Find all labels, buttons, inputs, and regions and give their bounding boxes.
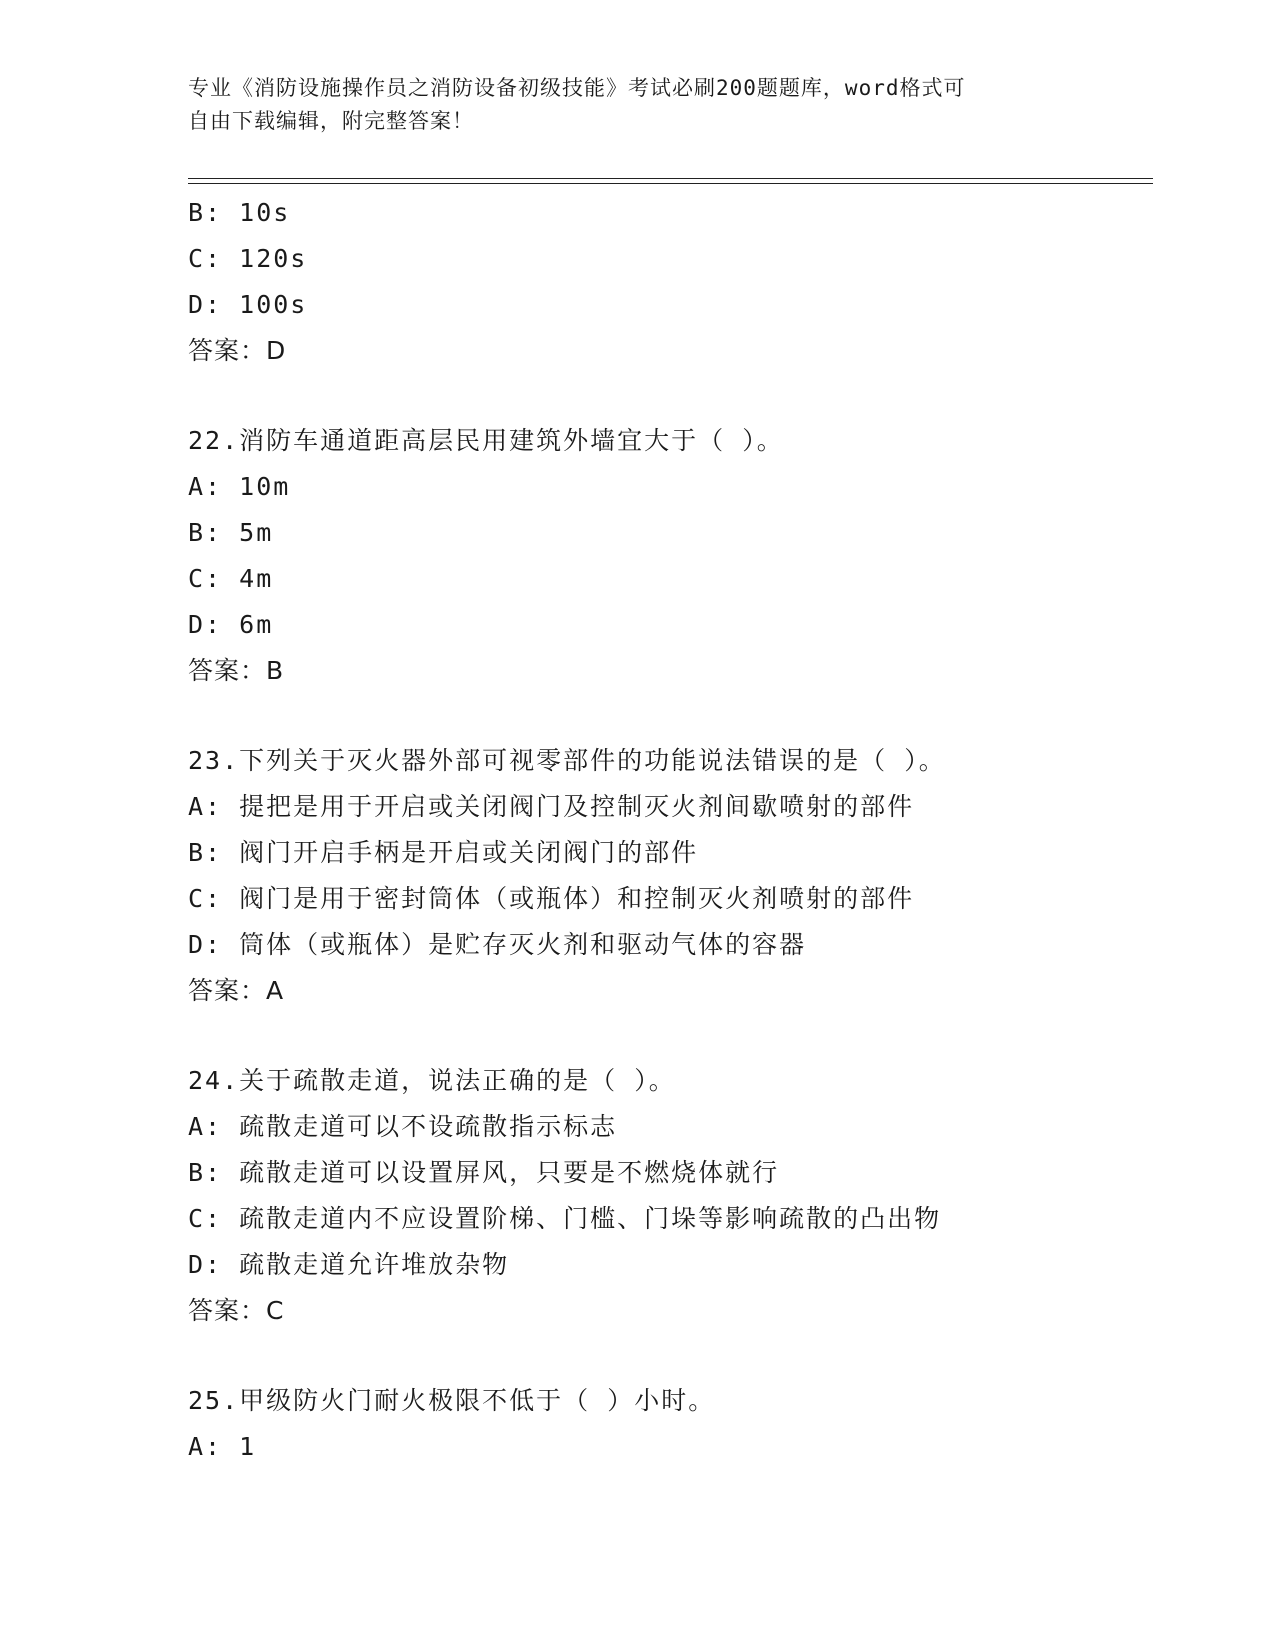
header-rule-top [188,178,1153,179]
option-line: C: 疏散走道内不应设置阶梯、门槛、门垛等影响疏散的凸出物 [188,1204,942,1233]
header-line-2: 自由下载编辑，附完整答案！ [188,109,474,133]
question-spacer [188,1014,1153,1058]
option-line: A: 1 [188,1432,257,1461]
question-spacer [188,374,1153,418]
question-stem: 24.关于疏散走道，说法正确的是（ ）。 [188,1066,676,1095]
question-25 [188,1378,1153,1470]
document-header [188,72,1088,138]
answer-line: 答案：D [188,336,287,365]
answer-line: 答案：A [188,976,285,1005]
header-line-1: 专业《消防设施操作员之消防设备初级技能》考试必刷200题题库，word格式可 [188,76,966,100]
option-line: C: 4m [188,564,274,593]
answer-line: 答案：C [188,1296,285,1325]
option-line: D: 100s [188,290,308,319]
header-rule-bottom [188,183,1153,184]
option-line: D: 筒体（或瓶体）是贮存灭火剂和驱动气体的容器 [188,930,807,959]
option-line: C: 阀门是用于密封筒体（或瓶体）和控制灭火剂喷射的部件 [188,884,915,913]
question-content [188,190,1153,1470]
question-spacer [188,1334,1153,1378]
option-line: B: 10s [188,198,291,227]
option-line: A: 10m [188,472,291,501]
question-stem: 25.甲级防火门耐火极限不低于（ ）小时。 [188,1386,716,1415]
option-line: D: 疏散走道允许堆放杂物 [188,1250,510,1279]
question-spacer [188,694,1153,738]
question-stem: 23.下列关于灭火器外部可视零部件的功能说法错误的是（ ）。 [188,746,946,775]
option-line: D: 6m [188,610,274,639]
option-line: A: 疏散走道可以不设疏散指示标志 [188,1112,618,1141]
question-24 [188,1058,1153,1334]
option-line: B: 5m [188,518,274,547]
option-line: A: 提把是用于开启或关闭阀门及控制灭火剂间歇喷射的部件 [188,792,915,821]
question-23 [188,738,1153,1014]
question-22 [188,418,1153,694]
option-line: B: 疏散走道可以设置屏风，只要是不燃烧体就行 [188,1158,780,1187]
option-line: B: 阀门开启手柄是开启或关闭阀门的部件 [188,838,699,867]
option-line: C: 120s [188,244,308,273]
question-continued [188,190,1153,374]
answer-line: 答案：B [188,656,285,685]
question-stem: 22.消防车通道距高层民用建筑外墙宜大于（ ）。 [188,426,784,455]
